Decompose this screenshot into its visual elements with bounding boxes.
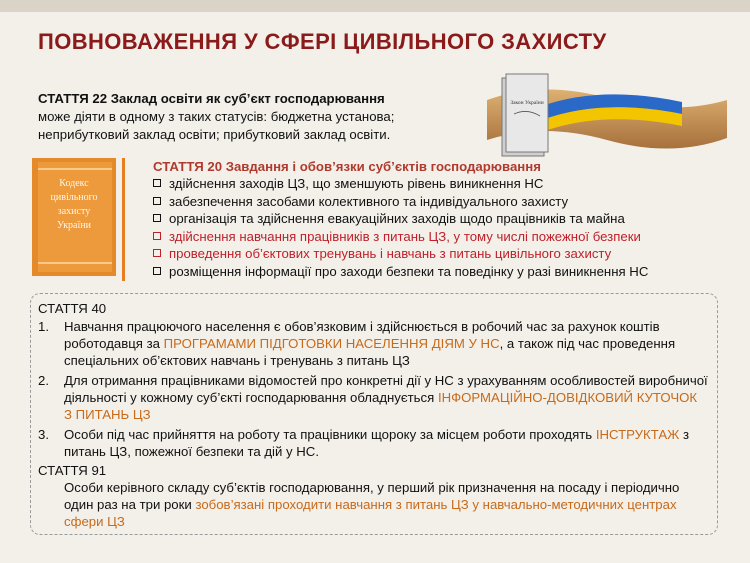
svg-text:Кодекс: Кодекс <box>59 178 89 189</box>
svg-text:цивільного: цивільного <box>50 192 98 203</box>
checkbox-icon <box>153 214 161 222</box>
svg-text:захисту: захисту <box>57 206 91 217</box>
law-scroll-illustration <box>482 70 732 160</box>
article-22-text: може діяти в одному з таких статусів: бюджетна установа; неприбутковий заклад освіти; прибутковий заклад освіти. <box>38 109 395 142</box>
article-22 <box>38 90 458 144</box>
article-40-item-2: 2. Для отримання працівниками відомостей про конкретні дії у НС з урахуванням особливостей виробничої діяльності у кожному суб’єкті господарювання обладнується ІНФОРМАЦІЙНО-ДОВІДКОВИЙ КУТОЧОК З ПИТАНЬ ЦЗ <box>38 373 708 422</box>
page-title: ПОВНОВАЖЕННЯ У СФЕРІ ЦИВІЛЬНОГО ЗАХИСТУ <box>38 29 607 54</box>
article-40-item-3: 3. Особи під час прийняття на роботу та працівники щороку за місцем роботи проходять ІНСТРУКТАЖ з питань ЦЗ, пожежної безпеки та дій у НС. <box>38 427 690 459</box>
checkbox-icon <box>153 197 161 205</box>
article-20-heading: СТАТТЯ 20 Завдання і обов’язки суб’єктів господарювання <box>153 159 541 174</box>
top-bar <box>0 0 750 12</box>
article-20-item: здійснення навчання працівників з питань ЦЗ, у тому числі пожежної безпеки <box>153 228 750 246</box>
article-20-item: проведення об’єктових тренувань і навчань з питань цивільного захисту <box>153 245 750 263</box>
checkbox-icon <box>153 249 161 257</box>
article-20-item: забезпечення засобами колективного та індивідуального захисту <box>153 193 750 211</box>
scroll-caption: Закон України <box>510 100 544 106</box>
article-40-heading: СТАТТЯ 40 <box>38 301 107 316</box>
checkbox-icon <box>153 179 161 187</box>
article-91-text: Особи керівного складу суб’єктів господарювання, у перший рік призначення на посаду і періодично один раз на три роки зобов’язані проходити навчання з питань ЦЗ у навчально-методичних центрах сфери ЦЗ <box>64 480 680 529</box>
svg-text:України: України <box>57 220 91 231</box>
article-40-item-1: 1. Навчання працюючого населення є обов’язковим і здійснюється в робочий час за рахунок коштів роботодавця за ПРОГРАМАМИ ПІДГОТОВКИ НАСЕЛЕННЯ ДІЯМ У НС, а також під час проведення спеціальних об’єктових навчань і тренувань з питань ЦЗ <box>38 319 676 368</box>
article-22-heading: СТАТТЯ 22 Заклад освіти як суб’єкт господарювання <box>38 91 385 106</box>
article-91-heading: СТАТТЯ 91 <box>38 463 107 478</box>
article-20 <box>122 158 750 281</box>
checkbox-icon <box>153 232 161 240</box>
civil-protection-code-book <box>32 158 116 276</box>
article-20-item: розміщення інформації про заходи безпеки та поведінку у разі виникнення НС <box>153 263 750 281</box>
article-20-item: здійснення заходів ЦЗ, що зменшують рівень виникнення НС <box>153 175 750 193</box>
checkbox-icon <box>153 267 161 275</box>
article-20-item: організація та здійснення евакуаційних заходів щодо працівників та майна <box>153 210 750 228</box>
